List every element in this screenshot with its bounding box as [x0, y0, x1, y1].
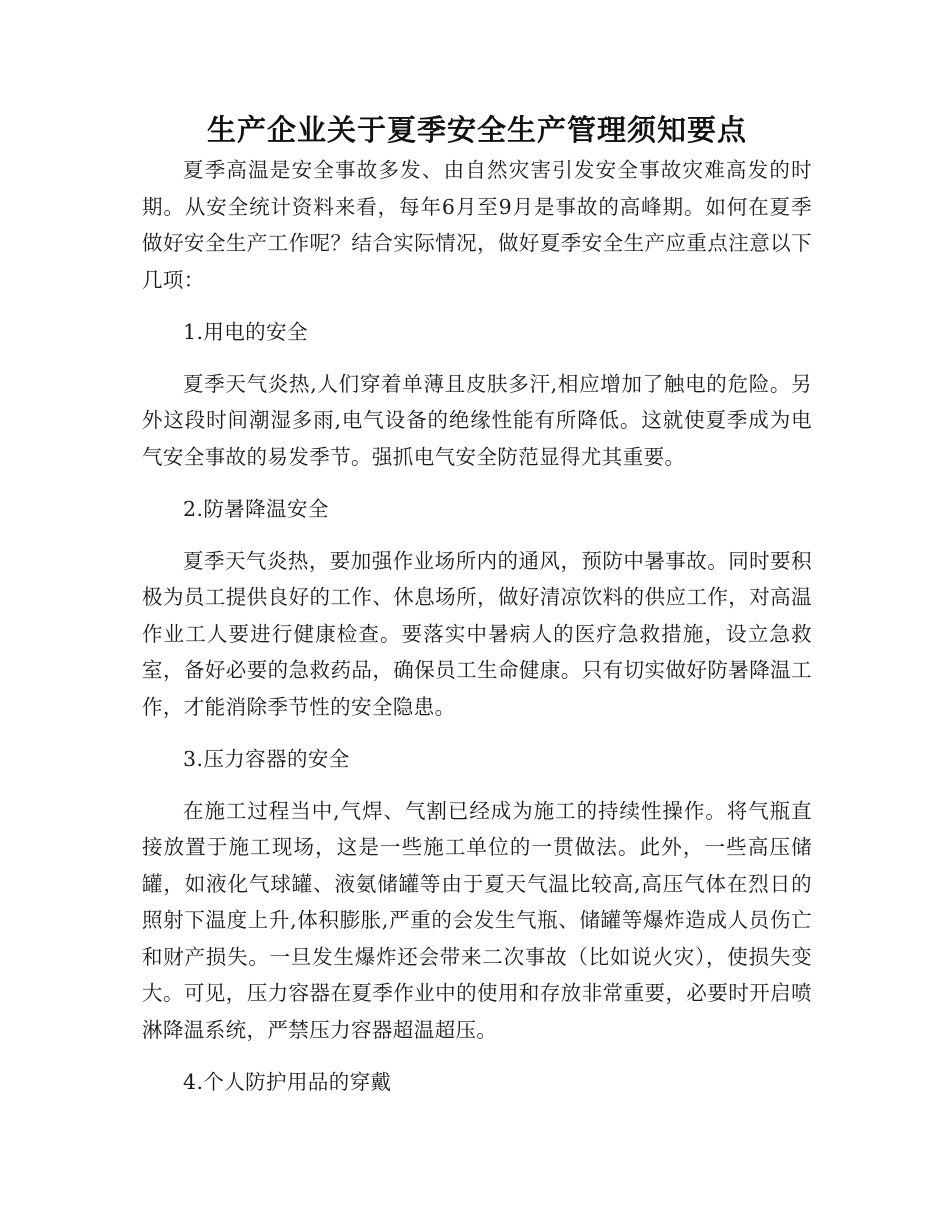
section-body-heatstroke: 夏季天气炎热，要加强作业场所内的通风，预防中暑事故。同时要积极为员工提供良好的工作、休息场所，做好清凉饮料的供应工作，对高温作业工人要进行健康检查。要落实中暑病人的医疗急救措施，设立急救室，备好必要的急救药品，确保员工生命健康。只有切实做好防暑降温工作，才能消除季节性的安全隐患。: [142, 548, 812, 719]
section-body-pressure-vessel: 在施工过程当中,气焊、气割已经成为施工的持续性操作。将气瓶直接放置于施工现场，这是一些施工单位的一贯做法。此外，一些高压储罐，如液化气球罐、液氨储罐等由于夏天气温比较高,高压气体在烈日的照射下温度上升,体积膨胀,严重的会发生气瓶、储罐等爆炸造成人员伤亡和财产损失。一旦发生爆炸还会带来二次事故（比如说火灾），使损失变大。可见，压力容器在夏季作业中的使用和存放非常重要，必要时开启喷淋降温系统，严禁压力容器超温超压。: [142, 798, 812, 1042]
intro-paragraph: 夏季高温是安全事故多发、由自然灾害引发安全事故灾难高发的时期。从安全统计资料来看，每年6月至9月是事故的高峰期。如何在夏季做好安全生产工作呢？结合实际情况，做好夏季安全生产应重点注意以下几项：: [142, 158, 812, 292]
section-heading-pressure-vessel: 3.压力容器的安全: [183, 747, 350, 771]
section-body-electricity: 夏季天气炎热,人们穿着单薄且皮肤多汗,相应增加了触电的危险。另外这段时间潮湿多雨,电气设备的绝缘性能有所降低。这就使夏季成为电气安全事故的易发季节。强抓电气安全防范显得尤其重要。: [142, 371, 812, 469]
section-heading-heatstroke: 2.防暑降温安全: [183, 497, 329, 521]
document-content: [142, 108, 812, 1116]
section-heading-protective-equipment: 4.个人防护用品的穿戴: [183, 1070, 392, 1094]
document-title: 生产企业关于夏季安全生产管理须知要点: [206, 113, 747, 147]
section-heading-electricity: 1.用电的安全: [183, 320, 308, 344]
